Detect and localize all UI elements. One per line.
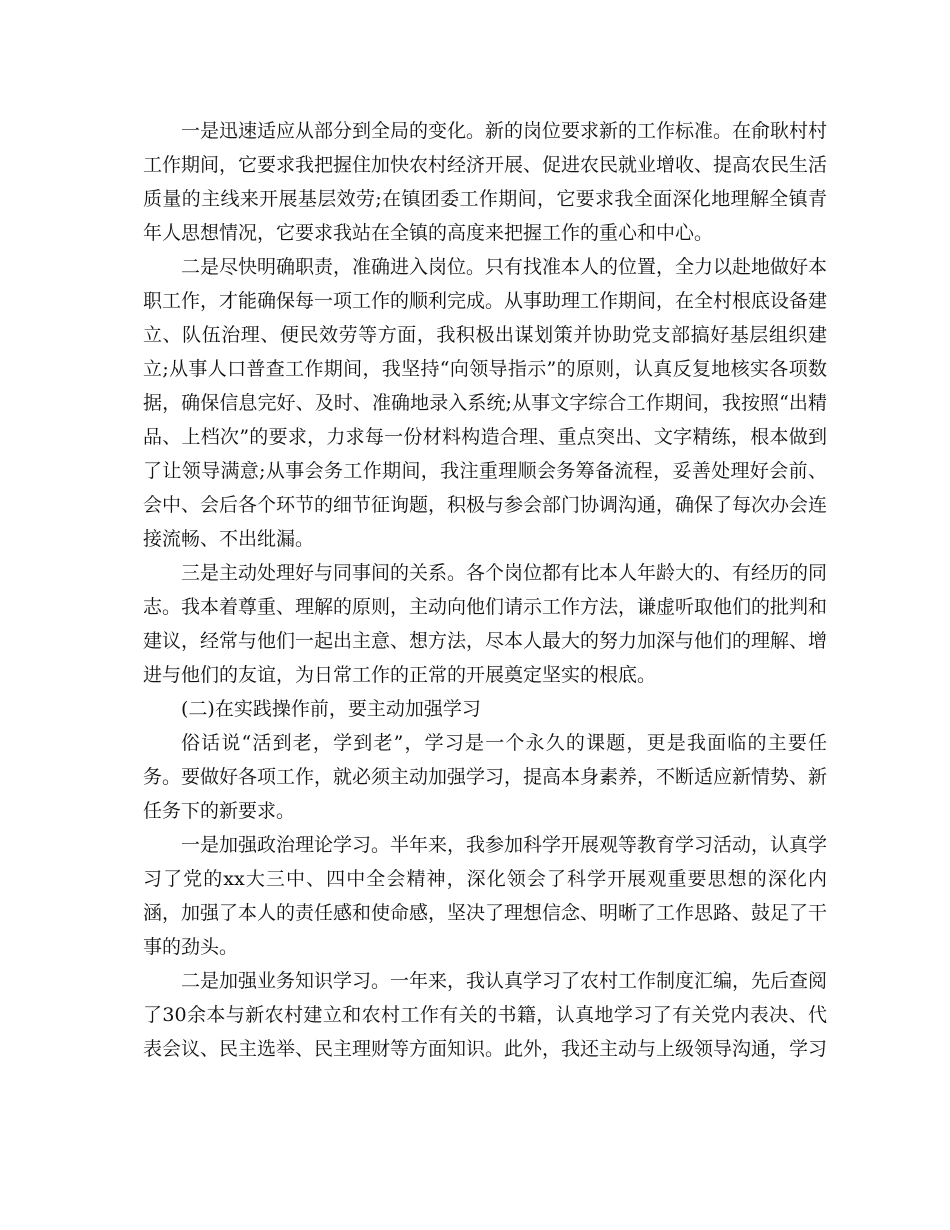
document-body — [143, 114, 827, 1066]
paragraph-political-theory: 一是加强政治理论学习。半年来，我参加科学开展观等教育学习活动，认真学习了党的xx大三中、四中全会精神，深化领会了科学开展观重要思想的深化内涵，加强了本人的责任感和使命感，坚决了理想信念、明晰了工作思路、鼓足了干事的劲头。 — [143, 834, 828, 958]
paragraph-adapt-change: 一是迅速适应从部分到全局的变化。新的岗位要求新的工作标准。在俞耿村村工作期间，它要求我把握住加快农村经济开展、促进农民就业增收、提高农民生活质量的主线来开展基层效劳;在镇团委工作期间，它要求我全面深化地理解全镇青年人思想情况，它要求我站在全镇的高度来把握工作的重心和中心。 — [143, 120, 828, 244]
paragraph-clarify-duties: 二是尽快明确职责，准确进入岗位。只有找准本人的位置，全力以赴地做好本职工作，才能确保每一项工作的顺利完成。从事助理工作期间，在全村根底设备建立、队伍治理、便民效劳等方面，我积极出谋划策并协助党支部搞好基层组织建立;从事人口普查工作期间，我坚持“向领导指示”的原则，认真反复地核实各项数据，确保信息完好、及时、准确地录入系统;从事文字综合工作期间，我按照“出精品、上档次”的要求，力求每一份材料构造合理、重点突出、文字精练，根本做到了让领导满意;从事会务工作期间，我注重理顺会务筹备流程，妥善处理好会前、会中、会后各个环节的细节征询题，积极与参会部门协调沟通，确保了每次办会连接流畅、不出纰漏。 — [143, 256, 828, 550]
paragraph-lifelong-learning: 俗话说“活到老，学到老”，学习是一个永久的课题，更是我面临的主要任务。要做好各项工作，就必须主动加强学习，提高本身素养，不断适应新情势、新任务下的新要求。 — [143, 732, 828, 822]
paragraph-business-knowledge: 二是加强业务知识学习。一年来，我认真学习了农村工作制度汇编，先后查阅了30余本与新农村建立和农村工作有关的书籍，认真地学习了有关党内表决、代表会议、民主选举、民主理财等方面知识。此外，我还主动与上级领导沟通，学习 — [143, 970, 828, 1060]
section-heading-study: (二)在实践操作前，要主动加强学习 — [181, 698, 481, 720]
paragraph-colleague-relations: 三是主动处理好与同事间的关系。各个岗位都有比本人年龄大的、有经历的同志。我本着尊重、理解的原则，主动向他们请示工作方法，谦虚听取他们的批判和建议，经常与他们一起出主意、想方法，尽本人最大的努力加深与他们的理解、增进与他们的友谊，为日常工作的正常的开展奠定坚实的根底。 — [143, 562, 828, 686]
